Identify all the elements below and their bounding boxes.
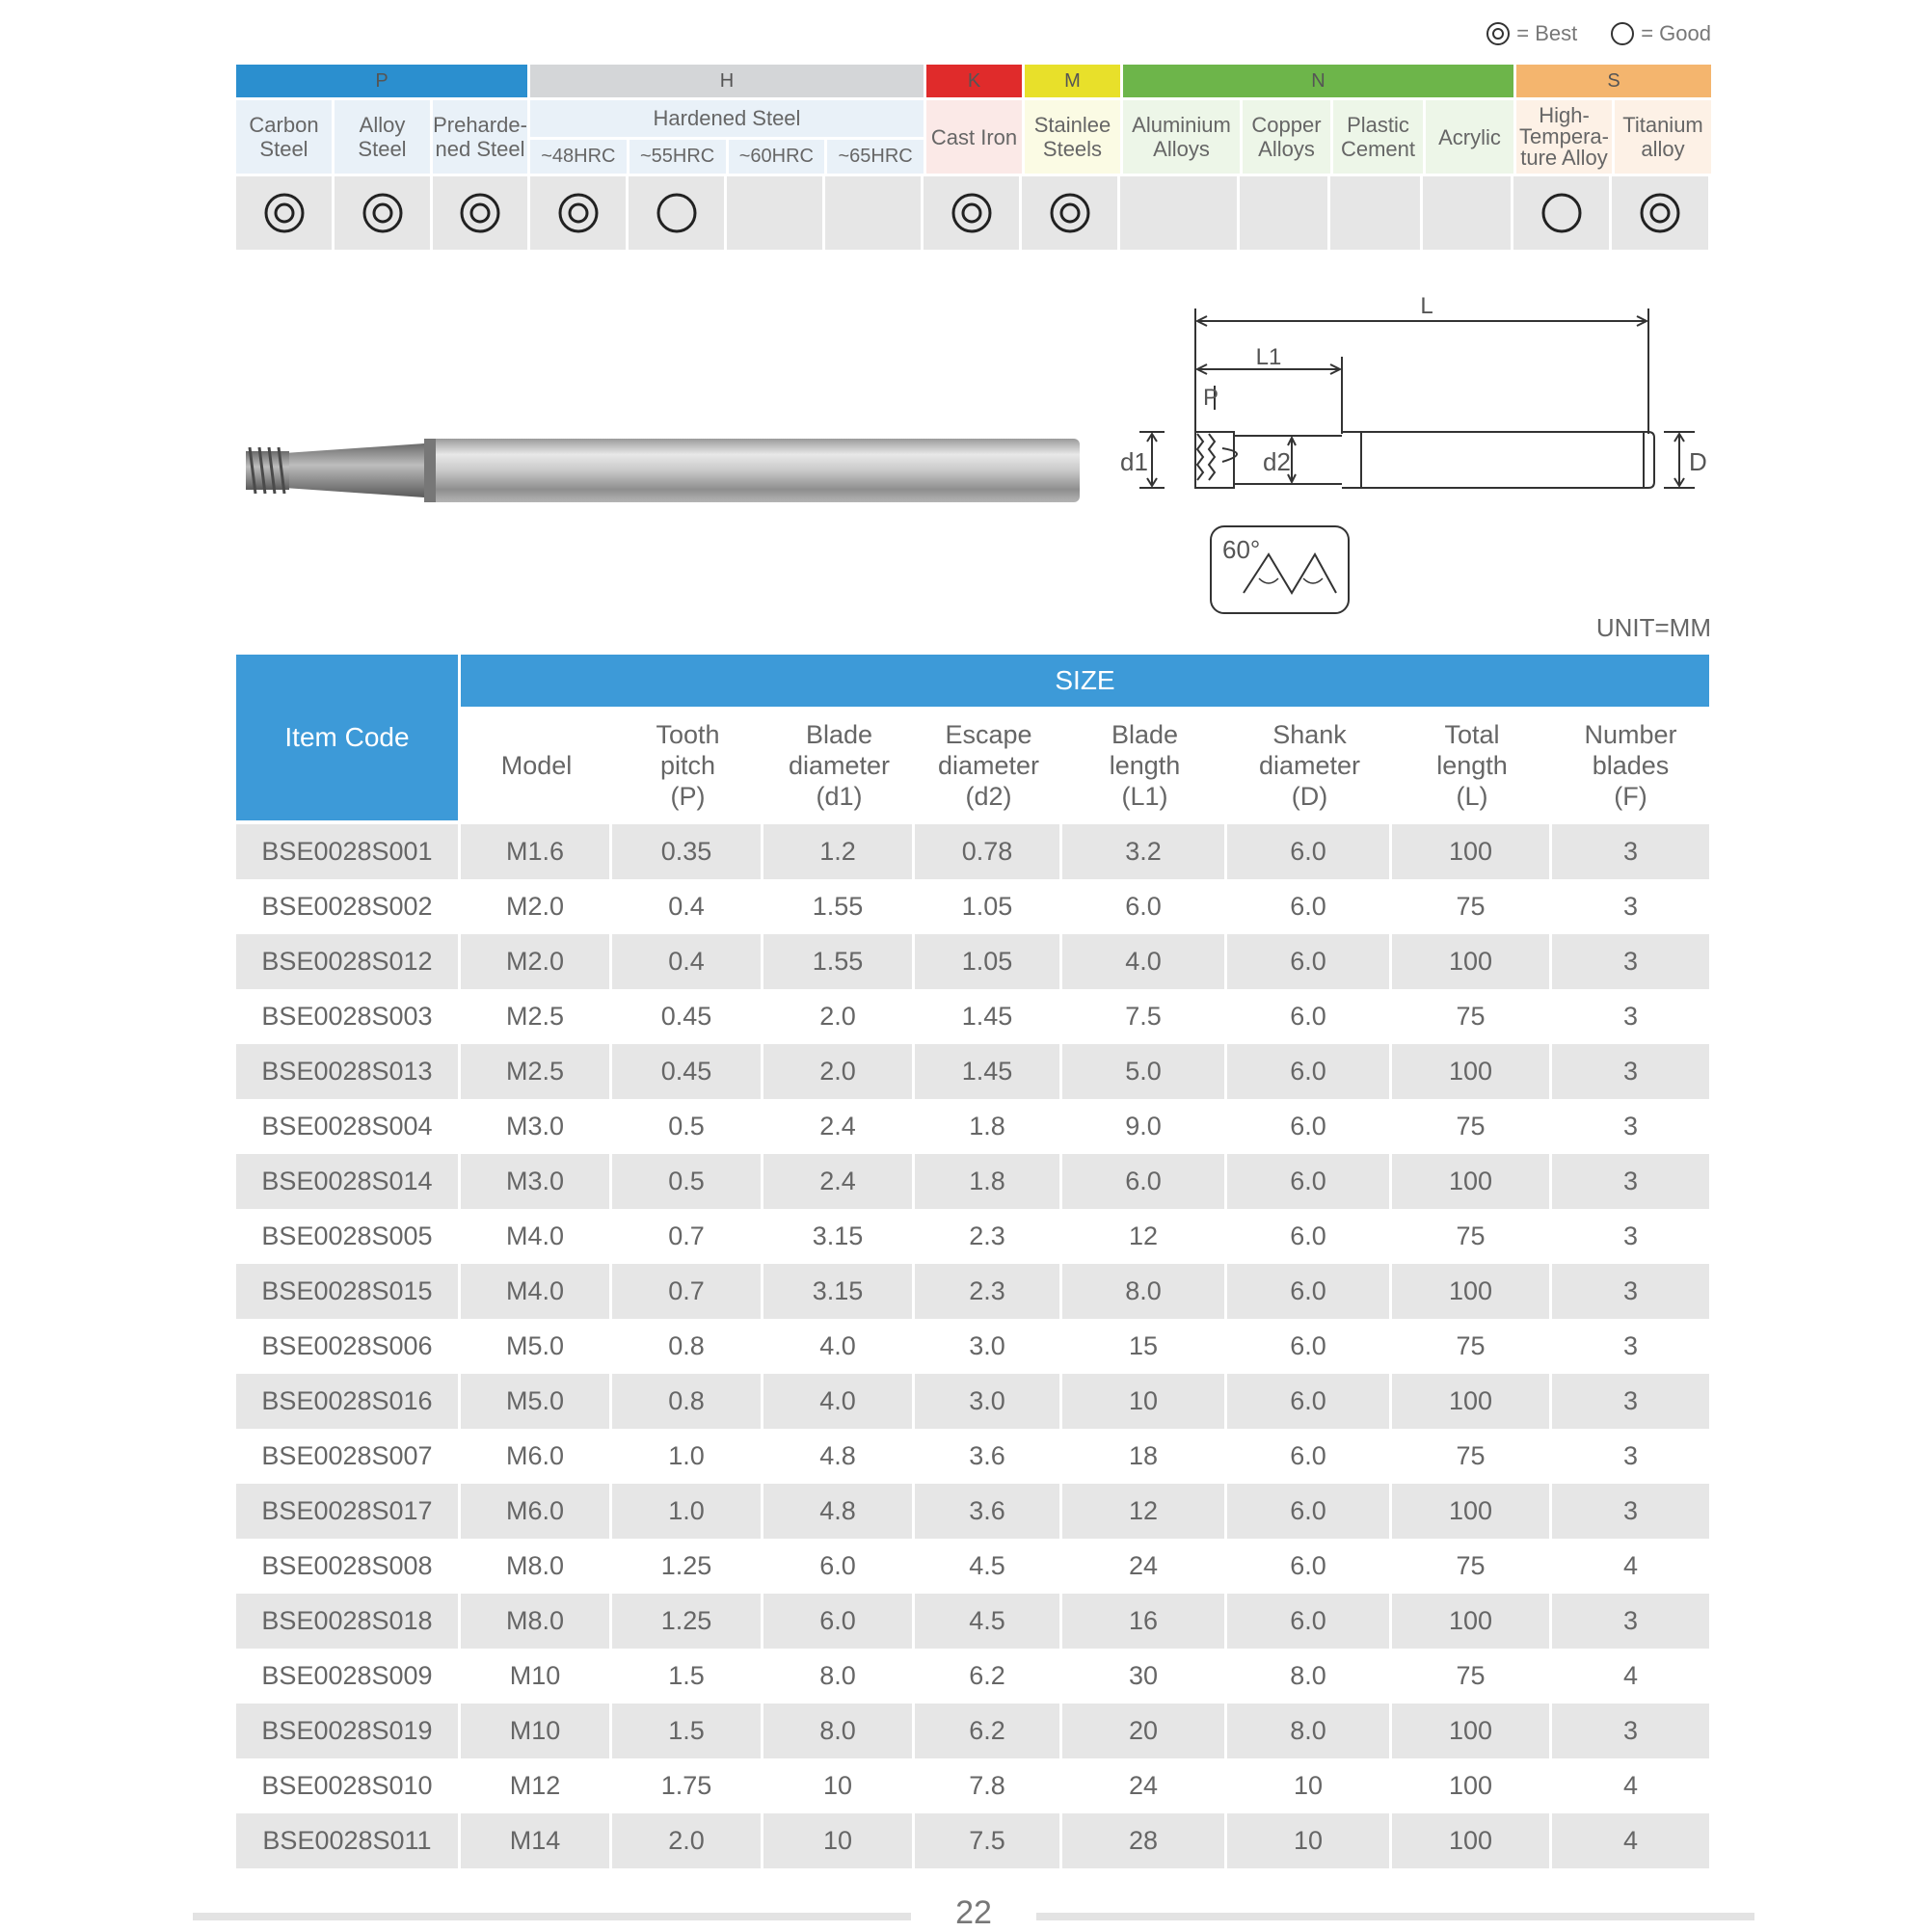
- best-rating-icon: [1486, 21, 1511, 46]
- good-rating-icon: [1540, 192, 1583, 234]
- table-cell: 0.4: [612, 879, 763, 934]
- table-cell: 1.0: [612, 1484, 763, 1539]
- table-cell: 8.0: [1227, 1649, 1392, 1704]
- table-cell: M5.0: [461, 1319, 612, 1374]
- table-cell: 2.3: [915, 1209, 1062, 1264]
- sub-carbon-steel: Carbon Steel: [236, 100, 335, 174]
- best-rating-icon: [362, 192, 404, 234]
- table-cell: 0.5: [612, 1099, 763, 1154]
- rating-cell: [924, 176, 1022, 250]
- good-rating-icon: [1610, 21, 1635, 46]
- item-code-cell: BSE0028S013: [236, 1044, 461, 1099]
- table-cell: 0.8: [612, 1374, 763, 1429]
- table-cell: 1.05: [915, 934, 1062, 989]
- table-cell: 3: [1622, 1331, 1639, 1360]
- legend-good-label: = Good: [1641, 21, 1711, 45]
- table-cell: M3.0: [461, 1099, 612, 1154]
- rating-cell: [629, 176, 727, 250]
- table-cell: 100: [1392, 1813, 1552, 1868]
- best-rating-icon: [1049, 192, 1091, 234]
- table-cell: M8.0: [461, 1539, 612, 1594]
- item-code-cell: BSE0028S002: [236, 879, 461, 934]
- table-cell: 75: [1392, 879, 1552, 934]
- sub-titanium-alloy: Titanium alloy: [1615, 100, 1711, 174]
- table-row: [236, 1044, 1709, 1099]
- table-cell: 6.0: [1227, 1484, 1392, 1539]
- col-model: Model: [500, 751, 573, 780]
- footer: [193, 1894, 1754, 1931]
- table-row: [236, 879, 1709, 934]
- category-n: N: [1123, 65, 1516, 97]
- category-s: S: [1516, 65, 1711, 97]
- table-cell: 4: [1552, 1813, 1709, 1868]
- table-row: [236, 1539, 1709, 1594]
- page-number: 22: [955, 1894, 992, 1931]
- spec-table: [236, 655, 1709, 1868]
- table-cell: 6.0: [1227, 1044, 1392, 1099]
- table-cell: 3: [1622, 1002, 1639, 1031]
- table-cell: M2.5: [461, 989, 612, 1044]
- table-cell: 3: [1552, 1704, 1709, 1758]
- rating-cell: [1513, 176, 1612, 250]
- size-header: SIZE: [461, 655, 1709, 707]
- table-cell: 2.0: [763, 1044, 915, 1099]
- table-cell: 28: [1062, 1813, 1227, 1868]
- table-cell: 4.0: [763, 1374, 915, 1429]
- table-cell: 3: [1622, 1441, 1639, 1470]
- sub-plastic-cement: Plastic Cement: [1333, 100, 1426, 174]
- item-code-cell: BSE0028S014: [236, 1154, 461, 1209]
- table-cell: 4.0: [1062, 934, 1227, 989]
- table-cell: 6.0: [1227, 1154, 1392, 1209]
- col-blade-length: Blade length (L1): [1109, 720, 1181, 811]
- table-cell: 6.2: [915, 1649, 1062, 1704]
- label-angle: 60°: [1222, 535, 1261, 564]
- table-cell: 3: [1622, 1221, 1639, 1250]
- rating-cell: [1022, 176, 1120, 250]
- table-row: [236, 934, 1709, 989]
- table-cell: 6.0: [1227, 1264, 1392, 1319]
- sub-48hrc: ~48HRC: [530, 140, 629, 174]
- label-P: P: [1202, 385, 1219, 411]
- table-cell: 1.75: [612, 1758, 763, 1813]
- item-code-cell: BSE0028S003: [236, 989, 461, 1044]
- rating-cell: [530, 176, 629, 250]
- table-cell: 100: [1392, 934, 1552, 989]
- table-cell: 0.8: [612, 1319, 763, 1374]
- rating-cell: [433, 176, 530, 250]
- table-cell: 6.0: [1227, 1319, 1392, 1374]
- table-cell: 3: [1552, 1264, 1709, 1319]
- table-cell: 3.15: [763, 1264, 915, 1319]
- table-cell: M1.6: [461, 824, 612, 879]
- table-cell: 6.0: [1227, 1374, 1392, 1429]
- table-cell: M12: [461, 1758, 612, 1813]
- table-cell: 75: [1392, 989, 1552, 1044]
- table-cell: 4.0: [763, 1319, 915, 1374]
- table-cell: 10: [1227, 1813, 1392, 1868]
- table-cell: 6.0: [1227, 1539, 1392, 1594]
- item-code-cell: BSE0028S008: [236, 1539, 461, 1594]
- item-code-cell: BSE0028S016: [236, 1374, 461, 1429]
- table-cell: 6.0: [763, 1539, 915, 1594]
- table-cell: 75: [1392, 1429, 1552, 1484]
- rating-cell: [1120, 176, 1240, 250]
- item-code-cell: BSE0028S012: [236, 934, 461, 989]
- spec-table-body: [236, 824, 1709, 1868]
- item-code-cell: BSE0028S006: [236, 1319, 461, 1374]
- item-code-cell: BSE0028S005: [236, 1209, 461, 1264]
- table-cell: 100: [1392, 1484, 1552, 1539]
- table-cell: 75: [1392, 1649, 1552, 1704]
- sub-copper-alloys: Copper Alloys: [1243, 100, 1333, 174]
- rating-cell: [1423, 176, 1513, 250]
- table-cell: 2.4: [763, 1099, 915, 1154]
- table-cell: 10: [763, 1813, 915, 1868]
- table-cell: 3: [1622, 892, 1639, 921]
- table-cell: 100: [1392, 1264, 1552, 1319]
- material-rating-row: [236, 176, 1708, 250]
- table-cell: 2.0: [612, 1813, 763, 1868]
- table-cell: 3: [1552, 934, 1709, 989]
- table-cell: 75: [1392, 1539, 1552, 1594]
- table-row: [236, 824, 1709, 879]
- col-escape-diameter: Escape diameter (d2): [937, 720, 1040, 811]
- table-cell: 1.25: [612, 1539, 763, 1594]
- table-cell: 0.7: [612, 1209, 763, 1264]
- table-cell: 8.0: [763, 1649, 915, 1704]
- table-cell: 1.45: [915, 1044, 1062, 1099]
- table-cell: 10: [1062, 1374, 1227, 1429]
- table-cell: 18: [1062, 1429, 1227, 1484]
- table-cell: 8.0: [1227, 1704, 1392, 1758]
- table-cell: 3: [1552, 1484, 1709, 1539]
- table-cell: 1.8: [915, 1154, 1062, 1209]
- table-cell: 30: [1062, 1649, 1227, 1704]
- table-cell: 2.3: [915, 1264, 1062, 1319]
- table-cell: 7.5: [1062, 989, 1227, 1044]
- table-cell: 12: [1062, 1209, 1227, 1264]
- table-cell: 1.55: [763, 879, 915, 934]
- table-cell: 6.0: [1227, 824, 1392, 879]
- table-cell: 100: [1392, 1044, 1552, 1099]
- table-cell: 100: [1392, 824, 1552, 879]
- table-cell: 6.0: [1227, 989, 1392, 1044]
- table-row: [236, 1813, 1709, 1868]
- table-cell: 100: [1392, 1594, 1552, 1649]
- table-cell: M4.0: [461, 1264, 612, 1319]
- table-cell: 3.6: [915, 1484, 1062, 1539]
- table-cell: M5.0: [461, 1374, 612, 1429]
- table-cell: 10: [763, 1758, 915, 1813]
- table-cell: 0.45: [612, 989, 763, 1044]
- table-cell: 100: [1392, 1154, 1552, 1209]
- table-cell: 1.5: [612, 1704, 763, 1758]
- label-L: L: [1420, 293, 1433, 319]
- item-code-cell: BSE0028S019: [236, 1704, 461, 1758]
- table-row: [236, 1758, 1709, 1813]
- table-cell: 6.0: [1227, 1209, 1392, 1264]
- category-m: M: [1025, 65, 1123, 97]
- item-code-cell: BSE0028S001: [236, 824, 461, 879]
- table-cell: 6.0: [763, 1594, 915, 1649]
- table-cell: 10: [1227, 1758, 1392, 1813]
- col-total-length: Total length (L): [1436, 720, 1508, 811]
- legend-best: [1486, 21, 1577, 46]
- table-row: [236, 1484, 1709, 1539]
- item-code-cell: BSE0028S009: [236, 1649, 461, 1704]
- table-cell: 24: [1062, 1758, 1227, 1813]
- col-number-blades: Number blades (F): [1584, 720, 1677, 811]
- table-cell: M14: [461, 1813, 612, 1868]
- table-cell: M2.0: [461, 934, 612, 989]
- best-rating-icon: [951, 192, 993, 234]
- best-rating-icon: [557, 192, 600, 234]
- col-blade-diameter: Blade diameter (d1): [788, 720, 891, 811]
- table-cell: 6.0: [1062, 1154, 1227, 1209]
- tool-dimension-diagram: [1109, 289, 1726, 636]
- table-cell: 3.2: [1062, 824, 1227, 879]
- table-cell: M6.0: [461, 1429, 612, 1484]
- table-cell: 3: [1622, 1112, 1639, 1140]
- column-headers: [461, 707, 1709, 824]
- category-k: K: [926, 65, 1025, 97]
- sub-stainless-steels: Stainlee Steels: [1025, 100, 1123, 174]
- table-cell: 3.0: [915, 1374, 1062, 1429]
- table-cell: 0.5: [612, 1154, 763, 1209]
- sub-prehardened-steel: Preharde- ned Steel: [433, 100, 530, 174]
- rating-cell: [1330, 176, 1423, 250]
- item-code-cell: BSE0028S007: [236, 1429, 461, 1484]
- sub-alloy-steel: Alloy Steel: [335, 100, 433, 174]
- table-cell: M8.0: [461, 1594, 612, 1649]
- table-row: [236, 1264, 1709, 1319]
- rating-cell: [825, 176, 924, 250]
- table-cell: 12: [1062, 1484, 1227, 1539]
- table-cell: 0.78: [915, 824, 1062, 879]
- table-cell: 75: [1392, 1319, 1552, 1374]
- label-d2: d2: [1263, 447, 1291, 476]
- hardened-steel-group: [530, 100, 926, 174]
- legend-best-label: = Best: [1516, 21, 1578, 45]
- table-row: [236, 1704, 1709, 1758]
- table-cell: 3.15: [763, 1209, 915, 1264]
- best-rating-icon: [1639, 192, 1681, 234]
- rating-cell: [335, 176, 433, 250]
- table-cell: 6.0: [1227, 934, 1392, 989]
- table-cell: M10: [461, 1649, 612, 1704]
- item-code-cell: BSE0028S011: [236, 1813, 461, 1868]
- table-cell: 75: [1392, 1209, 1552, 1264]
- table-cell: 3: [1552, 1154, 1709, 1209]
- material-category-row: [236, 65, 1711, 97]
- table-cell: M2.5: [461, 1044, 612, 1099]
- legend-good: [1610, 21, 1711, 46]
- table-cell: 4: [1622, 1551, 1639, 1580]
- item-code-header: Item Code: [236, 655, 458, 820]
- table-cell: 1.55: [763, 934, 915, 989]
- table-row: [236, 1154, 1709, 1209]
- table-cell: 1.8: [915, 1099, 1062, 1154]
- item-code-cell: BSE0028S004: [236, 1099, 461, 1154]
- table-cell: 3: [1552, 824, 1709, 879]
- table-cell: M2.0: [461, 879, 612, 934]
- best-rating-icon: [459, 192, 501, 234]
- legend: [1486, 21, 1711, 46]
- table-cell: M10: [461, 1704, 612, 1758]
- table-cell: 0.7: [612, 1264, 763, 1319]
- item-code-cell: BSE0028S015: [236, 1264, 461, 1319]
- table-cell: 3: [1552, 1374, 1709, 1429]
- sub-55hrc: ~55HRC: [629, 140, 729, 174]
- spec-table-header: [236, 655, 1709, 824]
- table-cell: 100: [1392, 1758, 1552, 1813]
- table-cell: 8.0: [1062, 1264, 1227, 1319]
- table-cell: 4.5: [915, 1539, 1062, 1594]
- table-cell: 20: [1062, 1704, 1227, 1758]
- best-rating-icon: [263, 192, 306, 234]
- table-cell: 6.2: [915, 1704, 1062, 1758]
- table-cell: 3: [1552, 1044, 1709, 1099]
- category-p: P: [236, 65, 530, 97]
- table-cell: 16: [1062, 1594, 1227, 1649]
- table-cell: 9.0: [1062, 1099, 1227, 1154]
- table-cell: 2.0: [763, 989, 915, 1044]
- product-image: [236, 424, 1094, 521]
- table-row: [236, 1594, 1709, 1649]
- hardened-steel-title: Hardened Steel: [530, 100, 924, 140]
- table-cell: 100: [1392, 1374, 1552, 1429]
- col-tooth-pitch: Tooth pitch (P): [656, 720, 720, 811]
- table-cell: 4.5: [915, 1594, 1062, 1649]
- table-cell: 6.0: [1227, 1594, 1392, 1649]
- table-row: [236, 1649, 1709, 1704]
- rating-cell: [1240, 176, 1330, 250]
- sub-cast-iron: Cast Iron: [926, 100, 1025, 174]
- table-cell: 6.0: [1227, 879, 1392, 934]
- table-cell: 3: [1552, 1594, 1709, 1649]
- table-cell: 1.05: [915, 879, 1062, 934]
- table-cell: 75: [1392, 1099, 1552, 1154]
- table-cell: 0.45: [612, 1044, 763, 1099]
- item-code-cell: BSE0028S010: [236, 1758, 461, 1813]
- table-cell: 1.5: [612, 1649, 763, 1704]
- rating-cell: [236, 176, 335, 250]
- table-cell: 7.5: [915, 1813, 1062, 1868]
- sub-aluminium-alloys: Aluminium Alloys: [1123, 100, 1243, 174]
- table-cell: 4: [1622, 1771, 1639, 1800]
- table-cell: 4: [1622, 1661, 1639, 1690]
- category-h: H: [530, 65, 926, 97]
- table-cell: 15: [1062, 1319, 1227, 1374]
- table-cell: 3.6: [915, 1429, 1062, 1484]
- table-row: [236, 1099, 1709, 1154]
- sub-60hrc: ~60HRC: [729, 140, 828, 174]
- label-D: D: [1689, 447, 1707, 476]
- table-cell: M3.0: [461, 1154, 612, 1209]
- table-cell: 24: [1062, 1539, 1227, 1594]
- table-cell: 8.0: [763, 1704, 915, 1758]
- unit-label: UNIT=MM: [1595, 613, 1711, 642]
- table-cell: M4.0: [461, 1209, 612, 1264]
- hardened-steel-subs: [530, 140, 924, 174]
- table-cell: 1.0: [612, 1429, 763, 1484]
- table-cell: 4.8: [763, 1429, 915, 1484]
- table-cell: M6.0: [461, 1484, 612, 1539]
- table-cell: 6.0: [1062, 879, 1227, 934]
- table-row: [236, 1374, 1709, 1429]
- table-cell: 1.25: [612, 1594, 763, 1649]
- sub-65hrc: ~65HRC: [827, 140, 924, 174]
- table-cell: 7.8: [915, 1758, 1062, 1813]
- table-cell: 0.4: [612, 934, 763, 989]
- table-row: [236, 1209, 1709, 1264]
- table-cell: 1.2: [763, 824, 915, 879]
- table-cell: 2.4: [763, 1154, 915, 1209]
- item-code-cell: BSE0028S018: [236, 1594, 461, 1649]
- table-cell: 6.0: [1227, 1429, 1392, 1484]
- rating-cell: [727, 176, 825, 250]
- table-cell: 100: [1392, 1704, 1552, 1758]
- table-cell: 5.0: [1062, 1044, 1227, 1099]
- sub-high-temperature-alloy: High- Tempera- ture Alloy: [1516, 100, 1615, 174]
- table-row: [236, 1319, 1709, 1374]
- table-cell: 6.0: [1227, 1099, 1392, 1154]
- table-row: [236, 1429, 1709, 1484]
- item-code-cell: BSE0028S017: [236, 1484, 461, 1539]
- table-cell: 0.35: [612, 824, 763, 879]
- material-subcategory-row: [236, 100, 1711, 174]
- table-cell: 3.0: [915, 1319, 1062, 1374]
- table-row: [236, 989, 1709, 1044]
- label-L1: L1: [1255, 344, 1282, 370]
- table-cell: 1.45: [915, 989, 1062, 1044]
- sub-acrylic: Acrylic: [1426, 100, 1516, 174]
- table-cell: 4.8: [763, 1484, 915, 1539]
- rating-cell: [1612, 176, 1708, 250]
- good-rating-icon: [656, 192, 698, 234]
- col-shank-diameter: Shank diameter (D): [1258, 720, 1361, 811]
- label-d1: d1: [1120, 447, 1148, 476]
